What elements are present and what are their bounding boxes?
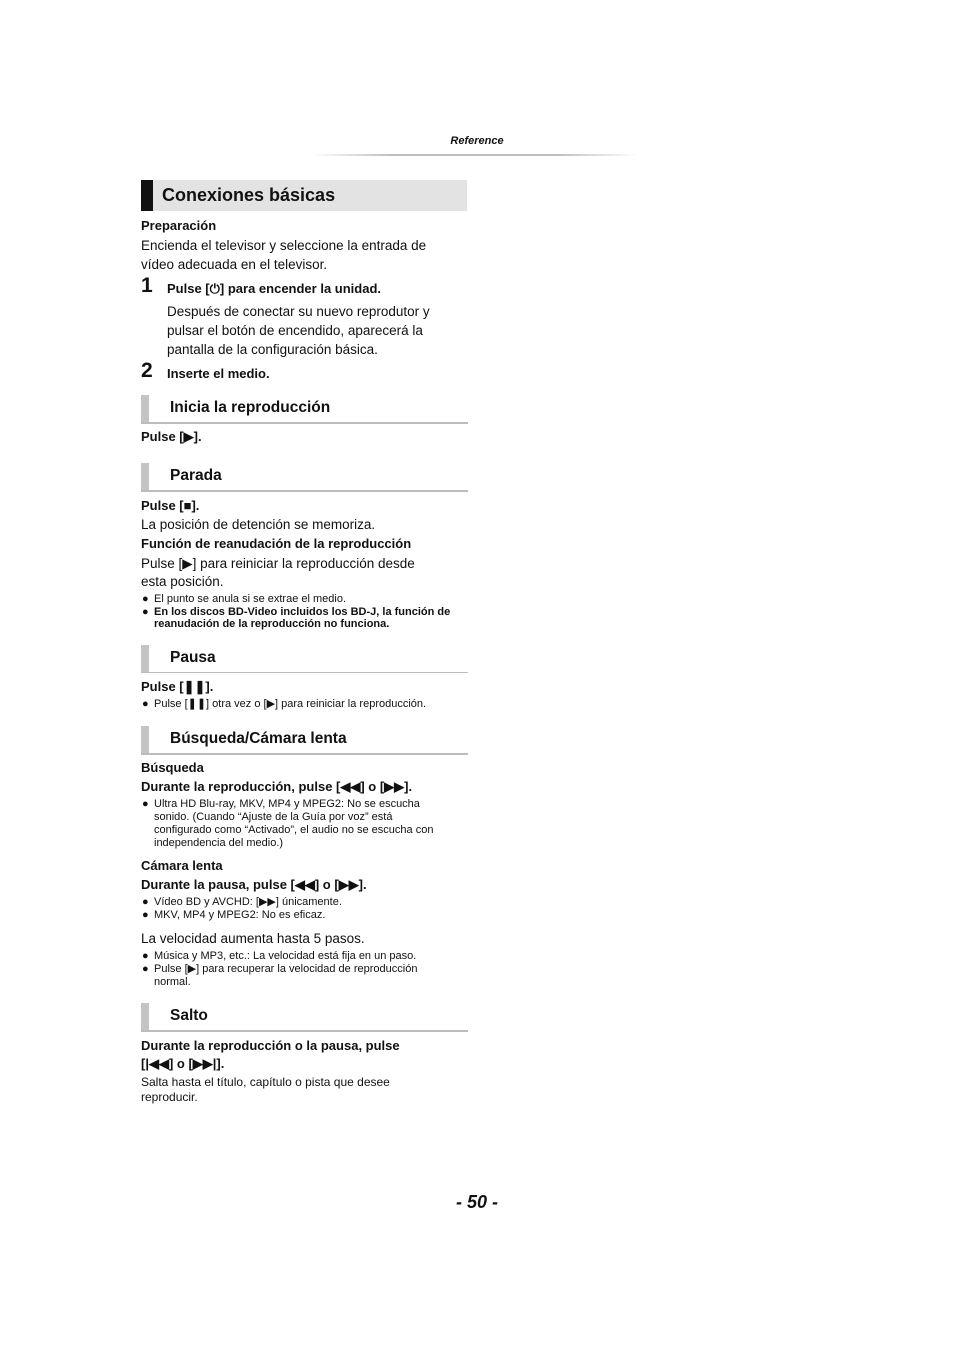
note-item: ● Pulse [▶] para recuperar la velocidad de reproducción	[142, 963, 418, 975]
instruction: [|◀◀] o [▶▶|].	[141, 1056, 225, 1071]
note-continuation: sonido. (Cuando “Ajuste de la Guía por voz” está	[154, 811, 393, 823]
subheading: Búsqueda	[141, 760, 204, 775]
heading-bar	[141, 1003, 149, 1030]
bullet-icon: ●	[142, 593, 149, 605]
section-title: Salto	[170, 1007, 208, 1024]
body-text: Salta hasta el título, capítulo o pista que desee	[141, 1075, 390, 1089]
step-text: Después de conectar su nuevo reprodutor y	[167, 304, 430, 319]
bullet-icon: ●	[142, 963, 149, 975]
heading-bar	[141, 645, 149, 672]
bullet-icon: ●	[142, 698, 149, 710]
note-item: ● Vídeo BD y AVCHD: [▶▶] únicamente.	[142, 896, 342, 908]
body-text: reproducir.	[141, 1090, 198, 1104]
page-number: - 50 -	[455, 1192, 498, 1212]
prep-line: vídeo adecuada en el televisor.	[141, 257, 328, 272]
body-text: esta posición.	[141, 574, 224, 589]
prep-line: Encienda el televisor y seleccione la entrada de	[141, 238, 427, 253]
subheading: Cámara lenta	[141, 858, 223, 873]
section-title: Parada	[170, 467, 222, 484]
note-item: ● Ultra HD Blu-ray, MKV, MP4 y MPEG2: No se escucha	[142, 798, 420, 810]
bullet-icon: ●	[142, 950, 149, 962]
note-item: ● En los discos BD-Video incluidos los BD-J, la función de	[142, 606, 451, 618]
note-continuation: normal.	[154, 976, 191, 988]
section-title: Búsqueda/Cámara lenta	[170, 730, 347, 747]
section-heading-stop	[141, 463, 468, 492]
instruction: Pulse [■].	[141, 498, 200, 513]
header-rule	[312, 154, 638, 156]
bullet-icon: ●	[142, 798, 149, 810]
note-continuation: configurado como “Activado”, el audio no se escucha con	[154, 824, 434, 836]
section-heading-play	[141, 395, 468, 424]
main-heading	[141, 180, 467, 211]
step-text: pulsar el botón de encendido, aparecerá la	[167, 323, 423, 338]
note-continuation: reanudación de la reproducción no funciona.	[154, 618, 390, 630]
section-heading-skip	[141, 1003, 468, 1032]
body-text: Pulse [▶] para reiniciar la reproducción desde	[141, 556, 415, 571]
note-item: ● El punto se anula si se extrae el medio.	[142, 593, 347, 605]
heading-bar	[141, 395, 149, 422]
step-number: 2	[141, 359, 153, 382]
step-text: pantalla de la configuración básica.	[167, 342, 378, 357]
section-title: Pausa	[170, 649, 216, 666]
step-title: Pulse [⏻] para encender la unidad.	[167, 281, 382, 296]
instruction: Pulse [▶].	[141, 429, 202, 444]
instruction: Durante la pausa, pulse [◀◀] o [▶▶].	[141, 877, 367, 892]
heading-bar	[141, 726, 149, 753]
instruction: Durante la reproducción o la pausa, pulse	[141, 1038, 400, 1053]
heading-bar	[141, 180, 153, 211]
instruction: Pulse [❚❚].	[141, 679, 214, 694]
bullet-icon: ●	[142, 606, 149, 618]
instruction: Durante la reproducción, pulse [◀◀] o [▶▶].	[141, 779, 413, 794]
note-continuation: independencia del medio.)	[154, 837, 284, 849]
subheading: Función de reanudación de la reproducción	[141, 536, 412, 551]
note-item: ● Música y MP3, etc.: La velocidad está fija en un paso.	[142, 950, 417, 962]
section-heading-pause	[141, 645, 468, 673]
section-heading-search	[141, 726, 468, 755]
body-text: La velocidad aumenta hasta 5 pasos.	[141, 931, 365, 946]
heading-bar	[141, 463, 149, 490]
body-text: La posición de detención se memoriza.	[141, 517, 376, 532]
running-header: Reference	[450, 135, 504, 147]
bullet-icon: ●	[142, 909, 149, 921]
prep-label: Preparación	[141, 218, 217, 233]
main-title: Conexiones básicas	[162, 185, 336, 205]
step-title: Inserte el medio.	[167, 366, 270, 381]
bullet-icon: ●	[142, 896, 149, 908]
step-number: 1	[141, 274, 153, 297]
note-item: ● Pulse [❚❚] otra vez o [▶] para reiniciar la reproducción.	[142, 698, 427, 710]
section-title: Inicia la reproducción	[170, 399, 331, 416]
note-item: ● MKV, MP4 y MPEG2: No es eficaz.	[142, 909, 326, 921]
